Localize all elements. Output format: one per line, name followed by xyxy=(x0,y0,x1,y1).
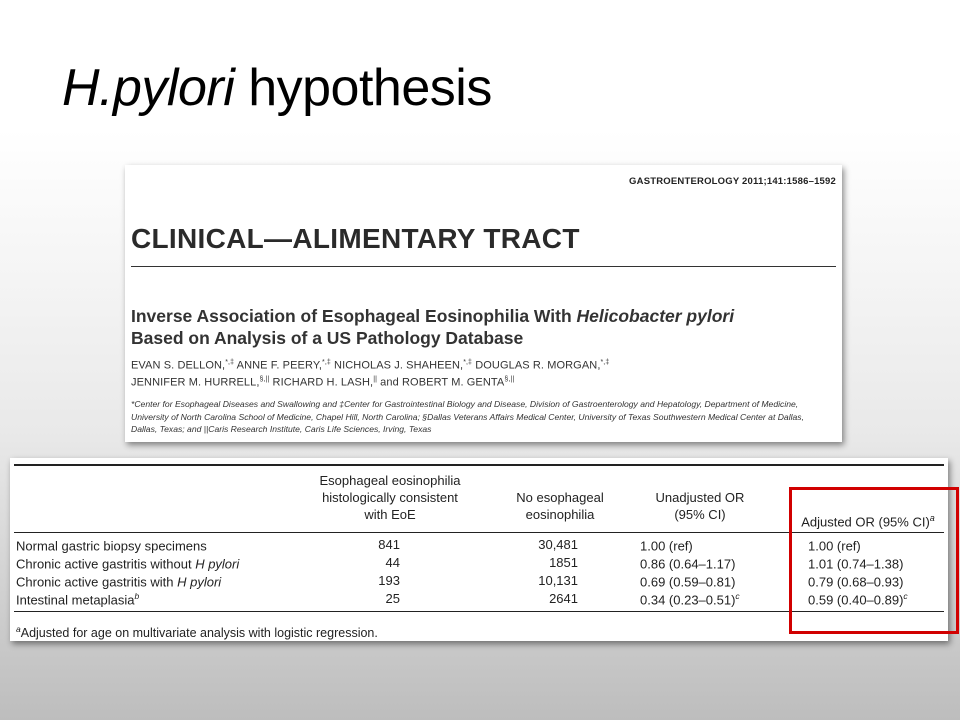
header-eoe-line: histologically consistent xyxy=(322,490,458,505)
author-name: ANNE F. PEERY, xyxy=(234,359,323,372)
cell-no-eosinophilia: 1851 xyxy=(549,555,578,570)
author-affil-mark: || xyxy=(373,375,378,383)
author-affil-mark: *,‡ xyxy=(322,359,331,366)
author-name: RICHARD H. LASH, xyxy=(269,376,374,389)
header-unadj-line: (95% CI) xyxy=(674,507,726,522)
adjusted-or-highlight-box xyxy=(789,487,959,634)
author-name: JENNIFER M. HURRELL, xyxy=(131,376,260,389)
cell-eoe: 25 xyxy=(385,591,400,606)
cell-eoe: 841 xyxy=(378,537,400,552)
footnote-text: Adjusted for age on multivariate analysis with logistic regression. xyxy=(20,626,378,641)
row-label: Intestinal metaplasia$^b$ xyxy=(16,591,140,608)
header-unadjusted-or xyxy=(620,489,780,523)
cell-adjusted-or: 1.00 (ref) xyxy=(808,538,861,554)
slide-title-rest: hypothesis xyxy=(234,59,492,117)
header-no-eosinophilia xyxy=(480,489,640,523)
article-title-part2: Based on Analysis of a US Pathology Database xyxy=(131,328,524,348)
header-adj-text: Adjusted OR (95% CI) xyxy=(801,514,930,530)
slide-title xyxy=(62,58,492,118)
cell-no-eosinophilia: 2641 xyxy=(549,591,578,606)
cell-unadjusted-or: 0.86 (0.64–1.17) xyxy=(640,556,736,572)
journal-reference: GASTROENTEROLOGY 2011;141:1586–1592 xyxy=(629,176,836,187)
article-title-italic: Helicobacter pylori xyxy=(576,306,735,326)
author-affil-mark: §,|| xyxy=(504,375,515,383)
article-title-part1: Inverse Association of Esophageal Eosinophilia With xyxy=(131,306,577,326)
header-eoe-line: with EoE xyxy=(364,507,416,522)
author-name: NICHOLAS J. SHAHEEN, xyxy=(330,359,464,372)
row-label: Chronic active gastritis without H pylori xyxy=(16,556,240,572)
cell-eoe: 193 xyxy=(378,573,400,588)
slide-title-italic: H.pylori xyxy=(62,59,235,117)
row-label: Normal gastric biopsy specimens xyxy=(16,538,207,554)
table-top-rule xyxy=(14,464,944,466)
header-unadj-line: Unadjusted OR xyxy=(655,490,745,505)
section-rule xyxy=(131,266,836,267)
header-noeo-line: No esophageal xyxy=(516,490,604,505)
affiliations: *Center for Esophageal Diseases and Swallowing and ‡Center for Gastrointestinal Biology and Disease, Division of Gastroenterology and Hepatology, Department of Medicine, University of North Carolina School of Medicine, Chapel Hill, North Carolina; §Dallas Veterans Affairs Medical Center, University of Texas Southwestern Medical Center at Dallas, Dallas, Texas; and ||Caris Research Institute, Caris Life Sciences, Irving, Texas xyxy=(131,399,804,434)
author-affil-mark: §,|| xyxy=(259,375,270,383)
author-list xyxy=(131,356,831,389)
header-eoe xyxy=(290,472,490,523)
footnote-mark: a xyxy=(16,624,21,634)
author-affil-mark: *,‡ xyxy=(463,359,473,366)
cell-eoe: 44 xyxy=(385,555,400,570)
cell-no-eosinophilia: 30,481 xyxy=(538,537,578,552)
author-affil-mark: *,‡ xyxy=(225,359,235,366)
header-noeo-line: eosinophilia xyxy=(525,507,595,522)
cell-unadjusted-or: 0.34 $(0.23-0.51)^c$ xyxy=(640,591,740,608)
cell-adjusted-or: 1.01 (0.74–1.38) xyxy=(808,556,904,572)
author-name: DOUGLAS R. MORGAN, xyxy=(472,359,601,372)
cell-unadjusted-or: 1.00 (ref) xyxy=(640,538,693,554)
header-adj-sup: a xyxy=(929,513,935,523)
cell-adjusted-or: 0.79 (0.68–0.93) xyxy=(808,574,904,590)
header-eoe-line: Esophageal eosinophilia xyxy=(319,473,461,488)
table-footnote xyxy=(16,624,378,640)
author-name: and ROBERT M. GENTA xyxy=(377,376,505,389)
cell-no-eosinophilia: 10,131 xyxy=(538,573,578,588)
row-label: Chronic active gastritis with H pylori xyxy=(16,574,222,590)
author-affil-mark: *,‡ xyxy=(600,359,610,366)
cell-unadjusted-or: 0.69 (0.59–0.81) xyxy=(640,574,736,590)
paper-clipping xyxy=(125,165,842,442)
author-name: EVAN S. DELLON, xyxy=(131,359,226,372)
section-heading: CLINICAL—ALIMENTARY TRACT xyxy=(131,223,580,254)
cell-adjusted-or: 0.59 $(0.40-0.89)^c$ xyxy=(808,591,908,608)
article-title xyxy=(131,305,831,349)
